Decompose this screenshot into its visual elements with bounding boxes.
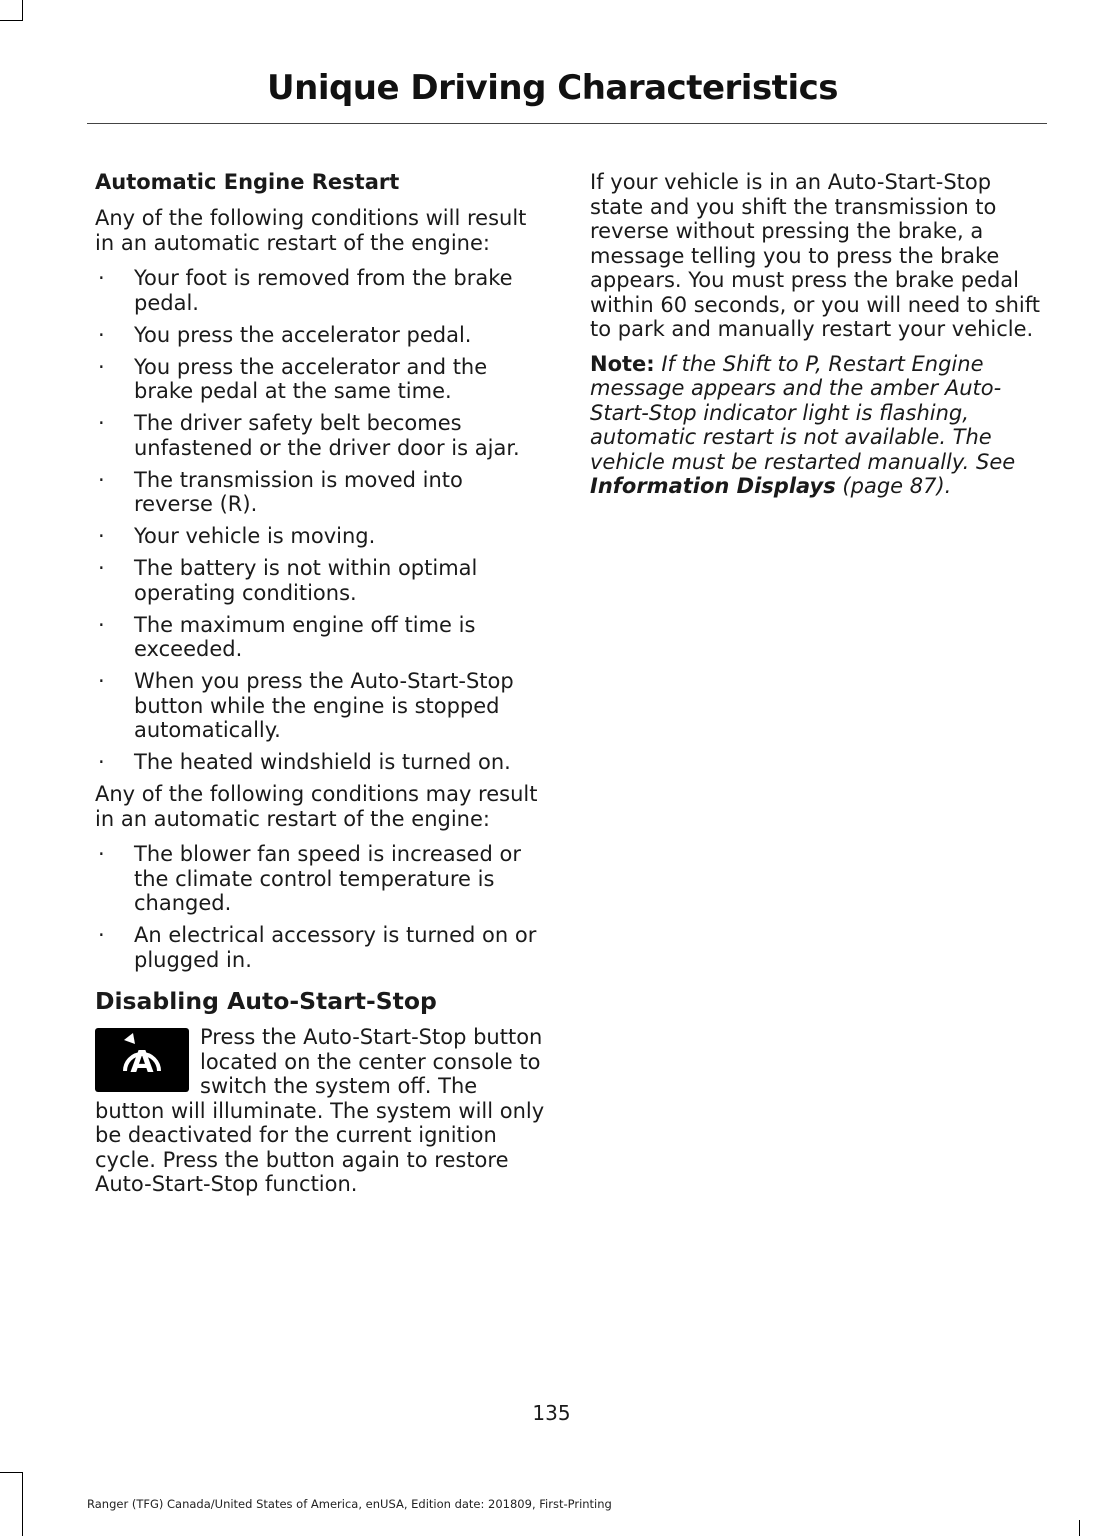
list-item: · You press the accelerator and the brake pedal at the same time. (98, 354, 488, 403)
page-reference: (page 87). (835, 474, 952, 498)
may-restart-list (95, 842, 545, 972)
information-displays-link[interactable]: Information Displays (590, 474, 836, 498)
crop-mark (22, 1472, 23, 1536)
list-item: · The heated windshield is turned on. (98, 750, 511, 774)
list-item: · The battery is not within optimal operating conditions. (98, 556, 478, 605)
list-item: · Your foot is removed from the brake pedal. (98, 266, 513, 315)
left-column (95, 168, 545, 1197)
list-item: · The transmission is moved into reverse (R). (98, 467, 463, 516)
list-item: · Your vehicle is moving. (98, 524, 376, 548)
auto-start-stop-icon (95, 1028, 189, 1092)
svg-text:A: A (130, 1045, 154, 1080)
will-restart-list (95, 266, 545, 775)
intro-will-text: Any of the following conditions will result in an automatic restart of the engine: (95, 206, 527, 255)
intro-may-text: Any of the following conditions may result in an automatic restart of the engine: (95, 782, 538, 831)
list-item: · An electrical accessory is turned on or plugged in. (98, 923, 537, 972)
disabling-text: Press the Auto-Start-Stop button located on the center console to switch the system off. The button will illuminate. The system will only be deactivated for the current ignition cycle. Press the button again to restore Auto-Start-Stop function. (95, 1025, 545, 1196)
list-item: · The blower fan speed is increased or the climate control temperature is changed. (98, 842, 521, 915)
right-column (590, 168, 1040, 499)
footer-text: Ranger (TFG) Canada/United States of America, enUSA, Edition date: 201809, First-Printing (87, 1497, 612, 1511)
note-paragraph (590, 352, 1040, 499)
list-item: · You press the accelerator pedal. (98, 322, 472, 347)
page-title: Unique Driving Characteristics (267, 68, 838, 108)
header-divider (87, 123, 1047, 124)
list-item: · The maximum engine off time is exceeded. (98, 612, 476, 661)
crop-mark (1079, 1520, 1080, 1536)
crop-mark (0, 1472, 22, 1473)
crop-mark (0, 20, 22, 21)
note-text: If the Shift to P, Restart Engine message appears and the amber Auto-Start-Stop indicator light is flashing, automatic restart is not available. The vehicle must be restarted manually. See (590, 351, 1016, 474)
page-number: 135 (532, 1401, 571, 1425)
note-label: Note: (590, 351, 655, 376)
disabling-block (95, 1025, 545, 1197)
list-item: · When you press the Auto-Start-Stop button while the engine is stopped automatically. (98, 669, 514, 742)
restart-heading: Automatic Engine Restart (95, 170, 400, 194)
crop-mark (22, 0, 23, 21)
list-item: · The driver safety belt becomes unfastened or the driver door is ajar. (98, 411, 520, 460)
reverse-text: If your vehicle is in an Auto-Start-Stop state and you shift the transmission to reverse without pressing the brake, a message telling you to press the brake appears. You must press the brake pedal within 60 seconds, or you will need to shift to park and manually restart your vehicle. (590, 170, 1040, 341)
disabling-heading: Disabling Auto-Start-Stop (95, 987, 437, 1015)
